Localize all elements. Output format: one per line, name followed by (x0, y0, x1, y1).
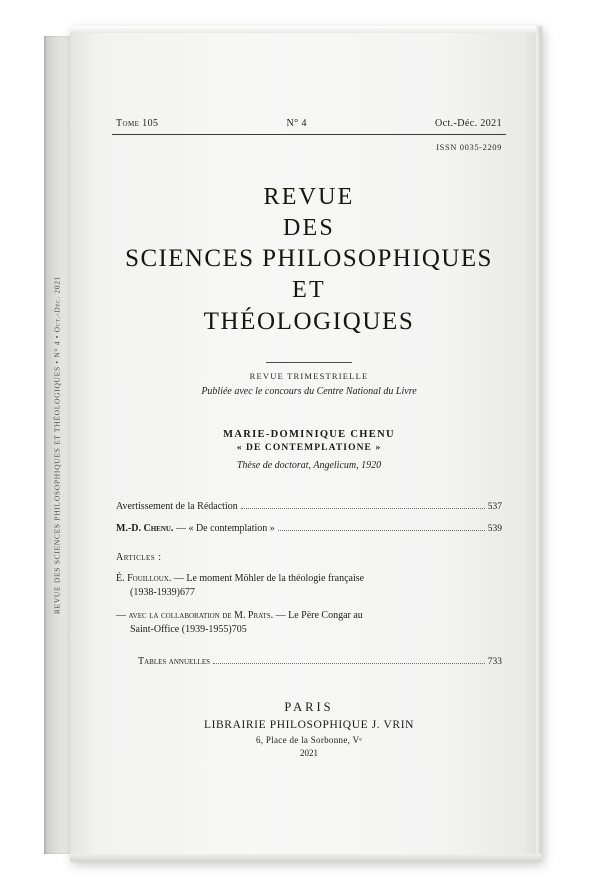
title-line-1: REVUE (263, 184, 355, 210)
toc-entry-page: 705 (231, 623, 247, 635)
title-line-4: ET (292, 277, 326, 304)
toc-entry-author: M.-D. Chenu. (116, 523, 174, 535)
front-cover (70, 26, 542, 862)
toc-entry (116, 609, 502, 637)
toc-entry (116, 522, 502, 536)
dossier-title: « DE CONTEMPLATIONE » (236, 443, 382, 454)
toc-entry-page: 539 (487, 524, 502, 535)
cover-content (112, 118, 506, 677)
periodicity-label: REVUE TRIMESTRIELLE (249, 371, 369, 382)
title-line-2: DES (283, 214, 335, 241)
table-of-contents (112, 500, 506, 669)
toc-entry-page: 733 (487, 656, 502, 667)
toc-entry-title: — Le Père Congar au (273, 609, 363, 621)
toc-entry-title-cont: (1938-1939) (130, 586, 180, 598)
toc-entry (116, 500, 502, 514)
dossier-block (112, 427, 506, 473)
book (44, 26, 552, 862)
publisher-year: 2021 (300, 748, 318, 758)
toc-entry-title: — « De contemplation » (173, 523, 275, 535)
publisher-block (112, 700, 506, 758)
toc-entry-author: É. Fouilloux. (116, 572, 172, 584)
toc-entry-page: 677 (180, 586, 195, 598)
cover-edge-bottom (70, 854, 542, 862)
toc-leader-dots (241, 508, 485, 509)
toc-entry-title: — Le moment Möhler de la théologie française (171, 572, 365, 584)
book-spine (44, 36, 71, 854)
title-line-3: SCIENCES PHILOSOPHIQUES (125, 245, 493, 273)
cover-edge-top (70, 26, 542, 33)
journal-title (112, 182, 506, 338)
title-line-5: THÉOLOGIQUES (203, 308, 415, 336)
dossier-note: Thèse de doctorat, Angelicum, 1920 (236, 460, 382, 472)
toc-entry-author: — avec la collaboration de M. Prats. (116, 609, 274, 621)
toc-entry-page: 537 (487, 501, 502, 512)
toc-entry-tables (116, 655, 502, 669)
funding-note: Publiée avec le concours du Centre National du Livre (201, 386, 417, 398)
issue-number: N° 4 (286, 118, 307, 129)
dossier-author: MARIE-DOMINIQUE CHENU (223, 429, 395, 441)
publisher-name: LIBRAIRIE PHILOSOPHIQUE J. VRIN (203, 719, 415, 731)
issue-meta-row (112, 118, 506, 135)
toc-entry-title: Avertissement de la Rédaction (116, 500, 238, 512)
toc-entry (116, 572, 502, 600)
tome-label: Tome 105 (116, 118, 159, 129)
toc-entry-title: Tables annuelles (138, 655, 210, 667)
toc-leader-dots (213, 663, 485, 664)
spine-text: REVUE DES SCIENCES PHILOSOPHIQUES ET THÉOLOGIQUES • N° 4 • Oct.-Déc. 2021 (52, 275, 62, 615)
publisher-address: 6, Place de la Sorbonne, Vᵉ (256, 735, 362, 745)
issue-date: Oct.-Déc. 2021 (435, 118, 502, 129)
issn-label: ISSN 0035-2209 (436, 142, 502, 152)
toc-entry-title-cont: Saint-Office (1939-1955) (130, 623, 232, 635)
toc-section-label: Articles : (116, 551, 162, 563)
publisher-city: PARIS (284, 700, 334, 714)
toc-leader-dots (278, 530, 485, 531)
divider-rule (266, 362, 352, 363)
subtitle-block (112, 362, 506, 397)
cover-edge-right (536, 26, 542, 862)
